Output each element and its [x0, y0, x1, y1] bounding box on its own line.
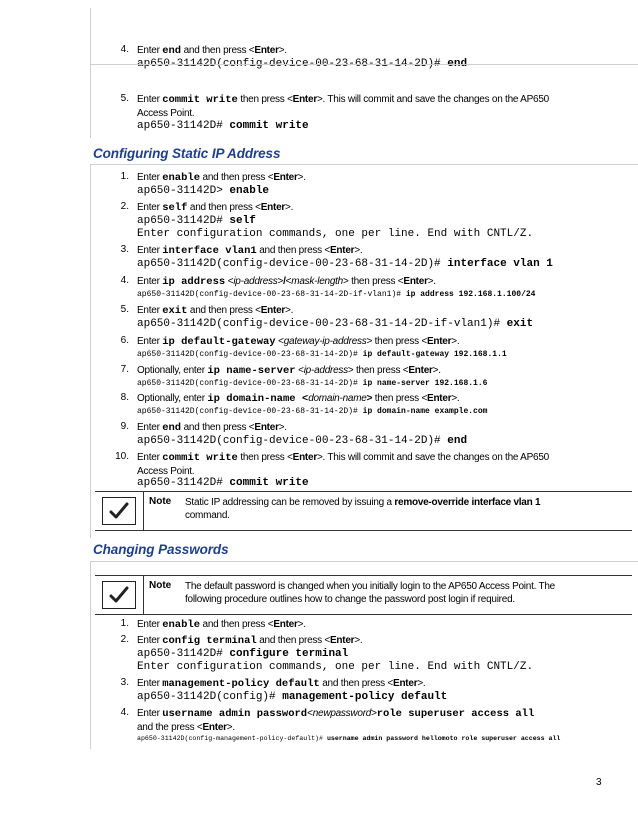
note-passwords: Note The default password is changed when you initially login to the AP650 Access Point. The following procedure outlines how to change the password post login if required. — [95, 575, 632, 615]
command-text: end — [162, 45, 182, 57]
checkmark-icon — [102, 581, 136, 609]
section-title-static-ip: Configuring Static IP Address — [93, 146, 281, 161]
page-number: 3 — [596, 777, 602, 788]
section-title-passwords: Changing Passwords — [93, 542, 229, 557]
checkmark-icon — [102, 497, 136, 525]
note-text: Static IP addressing can be removed by issuing a remove-override interface vlan 1 command. — [185, 497, 541, 521]
document-page: 4. Enter end and then press <Enter>. ap650-31142D(config-device-00-23-68-31-14-2D)# end 5. Enter commit write then press <Enter>. This will commit and save the changes on the AP650 Access Point. ap650-31142D# commit write Configuring Static IP Address 1. Enter enable and then press <Enter>. ap650-31142D> enable 2. Enter self and then press <Enter>. ap650-31142D# self Enter configuration commands, one per line. End with CNTL/Z. 3. Enter interface vlan1 and then press <Enter>. ap650-31142D(config-device-00-23-68-31-14-2D)# interface vlan 1 4. Enter ip address <ip-address>/<mask-length> then press <Enter>. ap650-31142D(config-device-00-23-68-31-14-2D-if-vlan1)# ip address 192.168.1.100/24 5. Enter exit and then press <Enter>. ap650-31142D(config-device-00-23-68-31-14-2D-if-vlan1)# exit 6. Enter ip default-gateway <gateway-ip-address> then press <Enter>. ap650-31142D(config-device-00-23-68-31-14-2D)# ip default-gateway 192.168.1.1 7. Optionally, enter ip name-server <ip-address> then press <Enter>. ap650-31142D(config-device-00-23-68-31-14-2D)# ip name-server 192.168.1.6 8. Optionally, enter ip domain-name <domain-name> then press <Enter>. ap650-31142D(config-device-00-23-68-31-14-2D)# ip domain-name example.com 9. Enter end and then press <Enter>. ap650-31142D(config-device-00-23-68-31-14-2D)# end 10. Enter commit write then press <Enter>. This will commit and save the changes on the AP650 Access Point. ap650-31142D# commit write Note Static IP addressing can be removed by issuing a remove-override interface vlan 1 command. Changing Passwords Note The default password is changed when you initially login to the AP650 Access Point. The following procedure outlines how to change the password post login if required. 1. Enter enable and then press <Enter>. 2. Enter config terminal and then press <Enter>. ap650-31142D# configure terminal Enter configuration commands, one per line. End with CNTL/Z. 3. Enter management-policy default and then press <Enter>. ap650-31142D(config)# management-policy default 4. Enter username admin password<newpassword>role superuser access all and the press <Enter>. ap650-31142D(config-management-policy-default)# username admin password hellomoto role superuser access all 3 — [0, 0, 638, 826]
code-line: ap650-31142D# commit write — [137, 120, 309, 132]
code-line: ap650-31142D(config-device-00-23-68-31-14-2D)# end — [137, 58, 468, 70]
note-static-ip — [95, 491, 632, 531]
note-label: Note — [149, 496, 172, 507]
